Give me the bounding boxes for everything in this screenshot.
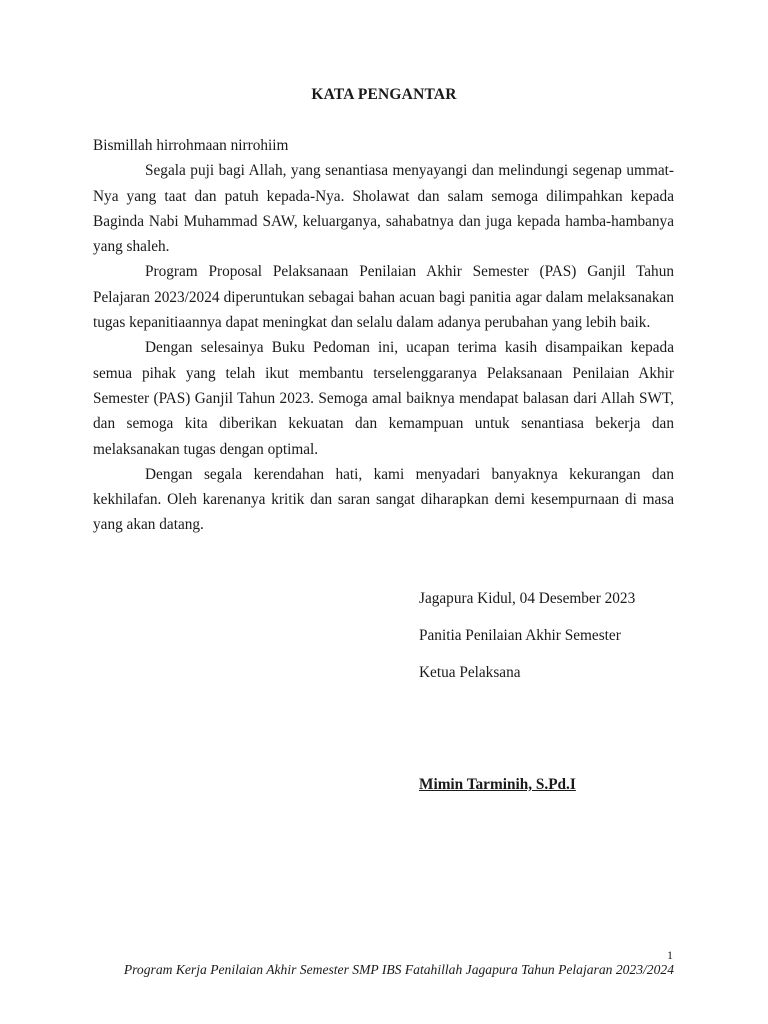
document-body xyxy=(93,133,674,538)
signature-role: Ketua Pelaksana xyxy=(419,664,521,681)
paragraph-closing: Dengan segala kerendahan hati, kami menyadari banyaknya kekurangan dan kekhilafan. Oleh karenanya kritik dan saran sangat diharapkan demi kesempurnaan di masa yang akan datang. xyxy=(93,465,674,534)
paragraph-gratitude: Dengan selesainya Buku Pedoman ini, ucapan terima kasih disampaikan kepada semua pihak yang telah ikut membantu terselenggaranya Pelaksanaan Penilaian Akhir Semester (PAS) Ganjil Tahun 2023. Semoga amal baiknya mendapat balasan dari Allah SWT, dan semoga kita diberikan kekuatan dan kemampuan untuk senantiasa bekerja dan melaksanakan tugas dengan optimal. xyxy=(93,339,674,458)
page-title: KATA PENGANTAR xyxy=(311,86,457,103)
signature-place-date: Jagapura Kidul, 04 Desember 2023 xyxy=(419,590,636,607)
greeting: Bismillah hirrohmaan nirrohiim xyxy=(93,137,289,154)
page-footer: Program Kerja Penilaian Akhir Semester SMP IBS Fatahillah Jagapura Tahun Pelajaran 2023/2024 xyxy=(123,962,674,977)
paragraph-opening-praise: Segala puji bagi Allah, yang senantiasa menyayangi dan melindungi segenap ummat-Nya yang taat dan patuh kepada-Nya. Sholawat dan salam semoga dilimpahkan kepada Baginda Nabi Muhammad SAW, keluarganya, sahabatnya dan juga kepada hamba-hambanya yang shaleh. xyxy=(93,162,674,256)
signature-name: Mimin Tarminih, S.Pd.I xyxy=(419,776,576,793)
page-number: 1 xyxy=(667,948,673,962)
paragraph-program-purpose: Program Proposal Pelaksanaan Penilaian Akhir Semester (PAS) Ganjil Tahun Pelajaran 2023/2024 diperuntukan sebagai bahan acuan bagi panitia agar dalam melaksanakan tugas kepanitiaannya dapat meningkat dan selalu dalam adanya perubahan yang lebih baik. xyxy=(93,263,674,332)
signature-committee: Panitia Penilaian Akhir Semester xyxy=(419,627,621,644)
